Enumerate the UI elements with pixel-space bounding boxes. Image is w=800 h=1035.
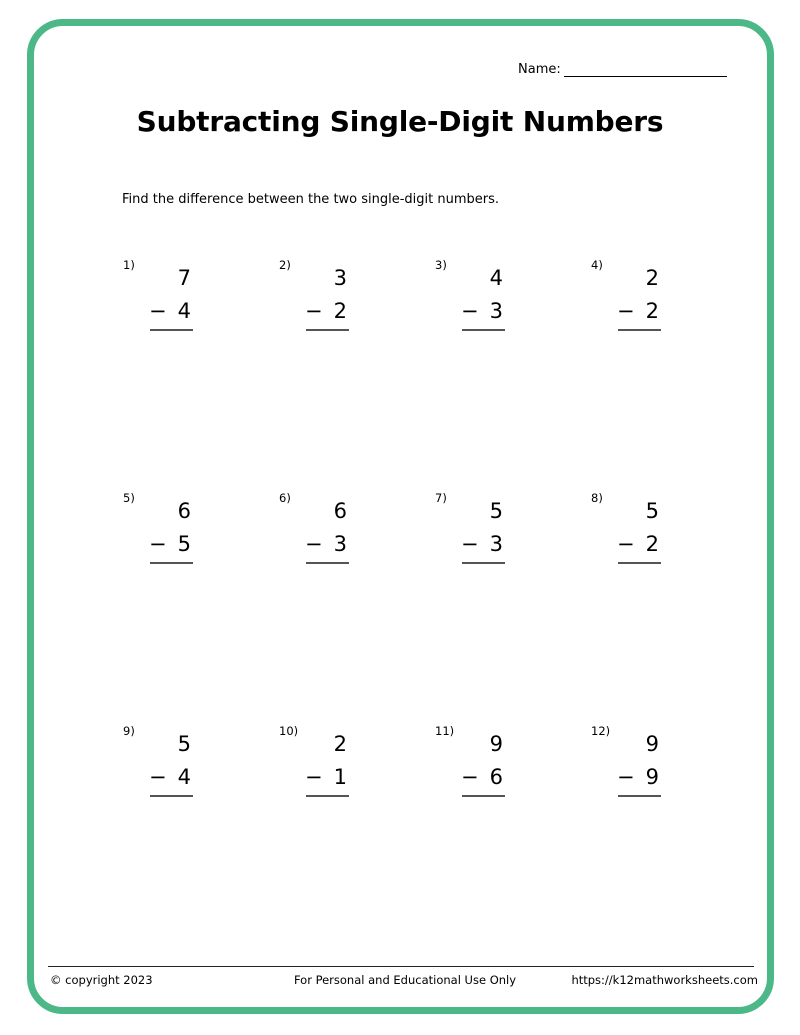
- problem-7: [435, 491, 555, 571]
- minus-sign: −: [617, 299, 635, 323]
- minuend: 6: [177, 499, 191, 523]
- answer-line: [150, 562, 193, 564]
- name-field: [518, 62, 727, 77]
- problem-4: [591, 258, 711, 338]
- footer-copyright: © copyright 2023: [50, 973, 153, 987]
- subtrahend-row: [617, 532, 659, 556]
- name-blank-line: [564, 62, 727, 77]
- subtrahend-row: [617, 765, 659, 789]
- problem-number: 12): [591, 724, 611, 738]
- subtrahend: 3: [333, 532, 347, 556]
- subtrahend-row: [305, 299, 347, 323]
- minus-sign: −: [305, 299, 323, 323]
- subtrahend-row: [461, 765, 503, 789]
- answer-line: [306, 562, 349, 564]
- subtrahend-row: [305, 532, 347, 556]
- problem-number: 5): [123, 491, 135, 505]
- footer-divider: [48, 966, 754, 967]
- minuend: 5: [645, 499, 659, 523]
- problem-number: 7): [435, 491, 447, 505]
- minuend: 5: [177, 732, 191, 756]
- problem-number: 9): [123, 724, 135, 738]
- problem-number: 4): [591, 258, 603, 272]
- subtrahend: 9: [645, 765, 659, 789]
- minus-sign: −: [305, 765, 323, 789]
- problem-number: 3): [435, 258, 447, 272]
- answer-line: [462, 329, 505, 331]
- name-label: Name:: [518, 62, 561, 77]
- minus-sign: −: [149, 765, 167, 789]
- subtrahend-row: [149, 765, 191, 789]
- minus-sign: −: [461, 299, 479, 323]
- subtrahend: 2: [645, 532, 659, 556]
- problem-12: [591, 724, 711, 804]
- footer-usage: For Personal and Educational Use Only: [293, 973, 517, 987]
- minuend: 9: [645, 732, 659, 756]
- worksheet-title: Subtracting Single-Digit Numbers: [136, 105, 664, 138]
- problem-number: 10): [279, 724, 299, 738]
- subtrahend: 3: [489, 299, 503, 323]
- problem-1: [123, 258, 243, 338]
- answer-line: [462, 562, 505, 564]
- answer-line: [150, 795, 193, 797]
- footer-url: https://k12mathworksheets.com: [571, 973, 758, 987]
- minuend: 7: [177, 266, 191, 290]
- problem-number: 8): [591, 491, 603, 505]
- problem-6: [279, 491, 399, 571]
- problem-11: [435, 724, 555, 804]
- minus-sign: −: [461, 765, 479, 789]
- minuend: 2: [333, 732, 347, 756]
- problem-number: 2): [279, 258, 291, 272]
- subtrahend-row: [149, 532, 191, 556]
- problem-number: 11): [435, 724, 455, 738]
- problem-10: [279, 724, 399, 804]
- subtrahend-row: [461, 532, 503, 556]
- subtrahend: 5: [177, 532, 191, 556]
- problem-5: [123, 491, 243, 571]
- problem-3: [435, 258, 555, 338]
- minus-sign: −: [617, 765, 635, 789]
- subtrahend-row: [617, 299, 659, 323]
- subtrahend: 2: [333, 299, 347, 323]
- problem-9: [123, 724, 243, 804]
- subtrahend: 4: [177, 765, 191, 789]
- minuend: 3: [333, 266, 347, 290]
- minus-sign: −: [305, 532, 323, 556]
- subtrahend: 1: [333, 765, 347, 789]
- subtrahend: 2: [645, 299, 659, 323]
- subtrahend-row: [305, 765, 347, 789]
- problem-number: 6): [279, 491, 291, 505]
- answer-line: [618, 329, 661, 331]
- problem-number: 1): [123, 258, 135, 272]
- answer-line: [462, 795, 505, 797]
- subtrahend-row: [149, 299, 191, 323]
- instructions: Find the difference between the two single-digit numbers.: [122, 192, 500, 207]
- minus-sign: −: [617, 532, 635, 556]
- answer-line: [618, 562, 661, 564]
- minuend: 5: [489, 499, 503, 523]
- subtrahend: 3: [489, 532, 503, 556]
- subtrahend: 4: [177, 299, 191, 323]
- minuend: 2: [645, 266, 659, 290]
- problem-8: [591, 491, 711, 571]
- answer-line: [306, 795, 349, 797]
- minuend: 9: [489, 732, 503, 756]
- minuend: 6: [333, 499, 347, 523]
- minuend: 4: [489, 266, 503, 290]
- problem-2: [279, 258, 399, 338]
- minus-sign: −: [461, 532, 479, 556]
- answer-line: [150, 329, 193, 331]
- subtrahend-row: [461, 299, 503, 323]
- answer-line: [306, 329, 349, 331]
- subtrahend: 6: [489, 765, 503, 789]
- minus-sign: −: [149, 532, 167, 556]
- answer-line: [618, 795, 661, 797]
- minus-sign: −: [149, 299, 167, 323]
